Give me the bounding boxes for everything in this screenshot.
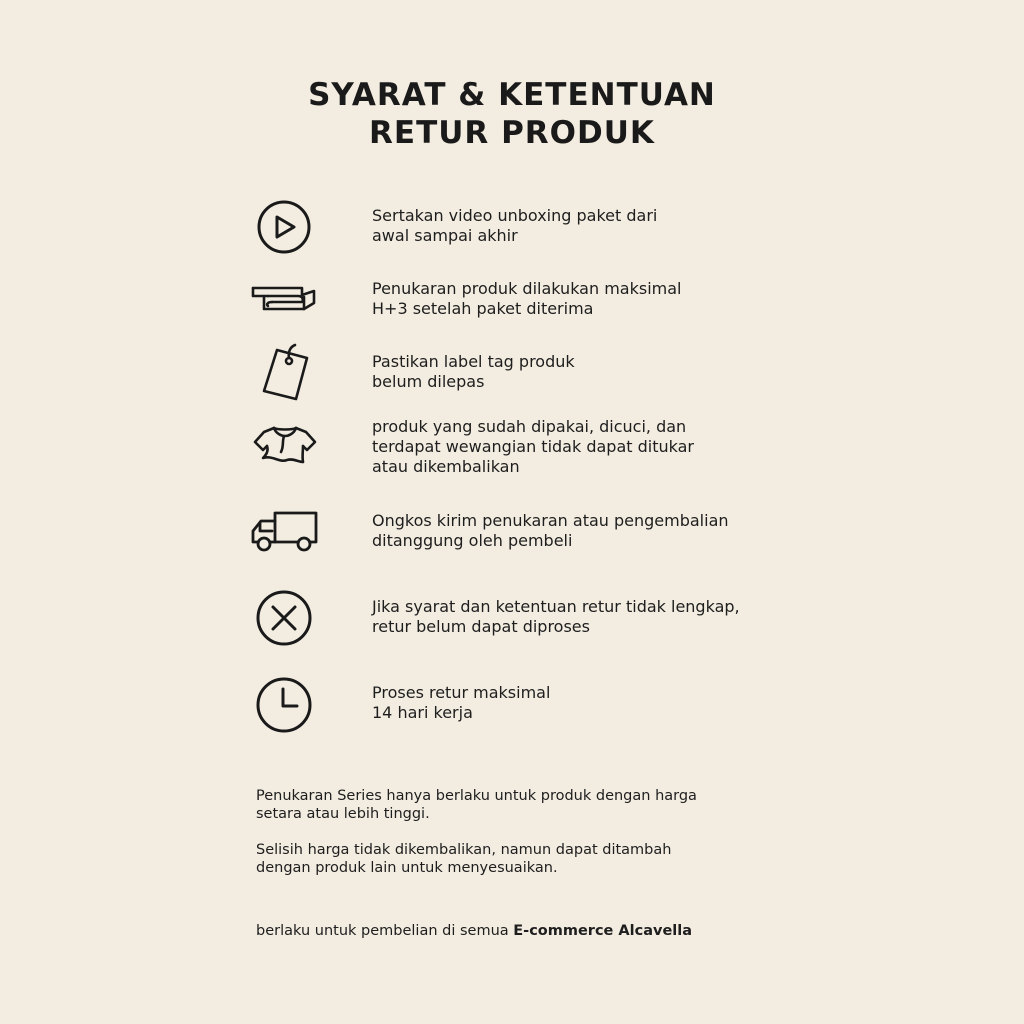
rule-item-4 (372, 417, 812, 477)
rule-line: Proses retur maksimal (372, 683, 551, 702)
close-circle-icon (248, 581, 322, 655)
rule-line: Sertakan video unboxing paket dari (372, 206, 658, 225)
rule-line: Ongkos kirim penukaran atau pengembalian (372, 511, 729, 530)
rule-line: atau dikembalikan (372, 457, 520, 476)
rule-item-5 (372, 511, 812, 551)
rule-line: belum dilepas (372, 372, 485, 391)
note-line: dengan produk lain untuk menyesuaikan. (256, 860, 558, 876)
rule-line: Penukaran produk dilakukan maksimal (372, 279, 682, 298)
rule-line: H+3 setelah paket diterima (372, 299, 594, 318)
note-line: Selisih harga tidak dikembalikan, namun dapat ditambah (256, 842, 672, 858)
rule-line: 14 hari kerja (372, 703, 473, 722)
rule-item-3 (372, 352, 812, 392)
rule-line: Pastikan label tag produk (372, 352, 575, 371)
note-line: Penukaran Series hanya berlaku untuk produk dengan harga (256, 788, 697, 804)
tshirt-icon (248, 408, 322, 482)
truck-icon (248, 494, 322, 568)
package-icon (248, 263, 322, 337)
rule-line: produk yang sudah dipakai, dicuci, dan (372, 417, 687, 436)
note-price-difference (256, 841, 816, 877)
rule-line: awal sampai akhir (372, 226, 518, 245)
page-title (0, 76, 1024, 152)
rule-line: terdapat wewangian tidak dapat ditukar (372, 437, 694, 456)
note-line: setara atau lebih tinggi. (256, 806, 430, 822)
rule-item-7 (372, 683, 812, 723)
footer-prefix: berlaku untuk pembelian di semua (256, 923, 514, 939)
clock-icon (248, 668, 322, 742)
rule-item-6 (372, 597, 812, 637)
play-icon (248, 190, 322, 264)
brand-name: E-commerce Alcavella (513, 923, 693, 939)
title-line-2: RETUR PRODUK (369, 115, 655, 151)
rule-item-1 (372, 206, 812, 246)
tag-icon (248, 336, 322, 410)
rule-line: Jika syarat dan ketentuan retur tidak lengkap, (372, 597, 740, 616)
note-series (256, 787, 816, 823)
footer-text (256, 922, 692, 940)
rule-line: retur belum dapat diproses (372, 617, 590, 636)
rule-line: ditanggung oleh pembeli (372, 531, 573, 550)
title-line-1: SYARAT & KETENTUAN (308, 77, 716, 113)
rule-item-2 (372, 279, 812, 319)
